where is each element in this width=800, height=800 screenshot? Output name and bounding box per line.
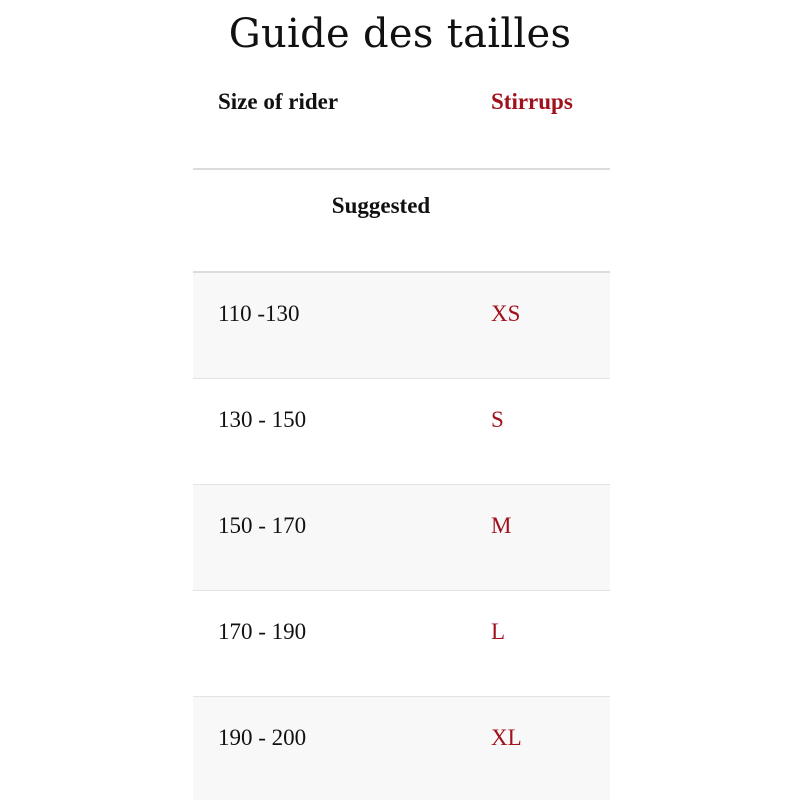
rider-size-cell: 150 - 170 xyxy=(218,513,307,538)
stirrup-size-cell: S xyxy=(491,407,504,432)
stirrup-size-cell: XS xyxy=(491,301,521,326)
table-subheader-row xyxy=(193,170,610,273)
column-header-stirrups: Stirrups xyxy=(491,89,573,114)
subheader-suggested: Suggested xyxy=(331,193,431,218)
rider-size-cell: 130 - 150 xyxy=(218,407,307,432)
column-header-size-of-rider: Size of rider xyxy=(218,89,339,114)
table-row xyxy=(193,697,610,800)
page-title: Guide des tailles xyxy=(228,11,572,57)
rider-size-cell: 170 - 190 xyxy=(218,619,307,644)
table-header-row xyxy=(193,70,610,170)
size-guide-table xyxy=(193,70,610,800)
table-row xyxy=(193,485,610,591)
stirrup-size-cell: XL xyxy=(491,725,522,750)
table-row xyxy=(193,379,610,485)
rider-size-cell: 110 -130 xyxy=(218,301,300,326)
stirrup-size-cell: M xyxy=(491,513,512,538)
rider-size-cell: 190 - 200 xyxy=(218,725,307,750)
stirrup-size-cell: L xyxy=(491,619,506,644)
table-row xyxy=(193,273,610,379)
table-row xyxy=(193,591,610,697)
